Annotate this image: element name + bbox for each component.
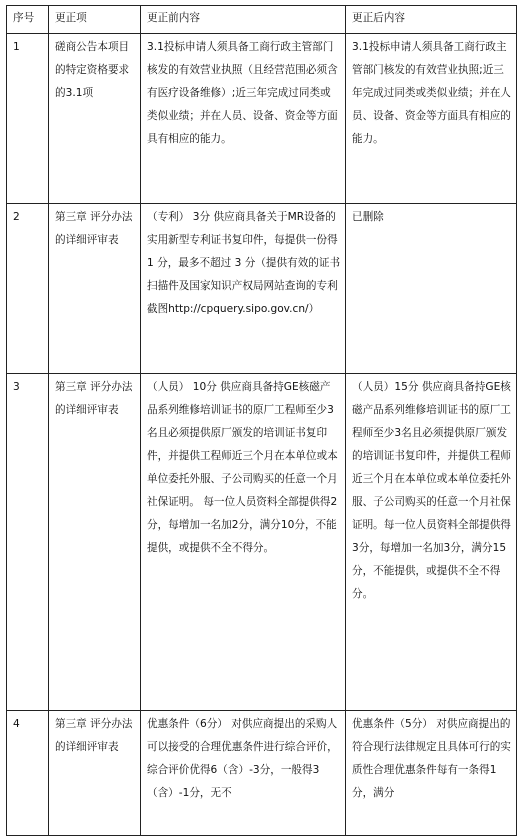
row-item: 第三章 评分办法的详细评审表 [49, 374, 141, 711]
row-index: 1 [7, 34, 49, 204]
table-row [7, 204, 517, 374]
row-item: 第三章 评分办法的详细评审表 [49, 204, 141, 374]
row-before-content: （专利） 3分 供应商具备关于MR设备的实用新型专利证书复印件，每提供一份得 1 分，最多不超过 3 分（提供有效的证书扫描件及国家知识产权局网站查询的专利截图http://cpquery.sipo.gov.cn/） [141, 204, 346, 374]
header-before: 更正前内容 [141, 6, 346, 34]
header-after: 更正后内容 [346, 6, 517, 34]
correction-table [6, 5, 517, 836]
row-item: 磋商公告本项目的特定资格要求的3.1项 [49, 34, 141, 204]
row-after-content: 已删除 [346, 204, 517, 374]
table-row [7, 34, 517, 204]
row-before-content: 优惠条件（6分） 对供应商提出的采购人可以接受的合理优惠条件进行综合评价，综合评价优得6（含）-3分，一般得3（含）-1分，无不 [141, 711, 346, 836]
row-before-content: （人员） 10分 供应商具备持GE核磁产品系列维修培训证书的原厂工程师至少3名且必须提供原厂颁发的培训证书复印件，并提供工程师近三个月在本单位或本单位委托外服、子公司购买的任意一个月社保证明。 每一位人员资料全部提供得2分，每增加一名加2分，满分10分，不能提供，或提供不全不得分。 [141, 374, 346, 711]
row-index: 2 [7, 204, 49, 374]
table-row [7, 374, 517, 711]
table-header-row [7, 6, 517, 34]
header-index: 序号 [7, 6, 49, 34]
table-row [7, 711, 517, 836]
row-before-content: 3.1投标申请人须具备工商行政主管部门核发的有效营业执照（且经营范围必须含有医疗设备维修）;近三年完成过同类或类似业绩；并在人员、设备、资金等方面具有相应的能力。 [141, 34, 346, 204]
row-after-content: （人员）15分 供应商具备持GE核磁产品系列维修培训证书的原厂工程师至少3名且必须提供原厂颁发的培训证书复印件，并提供工程师近三个月在本单位或本单位委托外服、子公司购买的任意一个月社保证明。每一位人员资料全部提供得3分，每增加一名加3分，满分15分，不能提供，或提供不全不得分。 [346, 374, 517, 711]
header-item: 更正项 [49, 6, 141, 34]
row-after-content: 优惠条件（5分） 对供应商提出的符合现行法律规定且具体可行的实质性合理优惠条件每有一条得1分，满分 [346, 711, 517, 836]
row-index: 3 [7, 374, 49, 711]
row-after-content: 3.1投标申请人须具备工商行政主管部门核发的有效营业执照;近三年完成过同类或类似业绩；并在人员、设备、资金等方面具有相应的能力。 [346, 34, 517, 204]
row-item: 第三章 评分办法的详细评审表 [49, 711, 141, 836]
row-index: 4 [7, 711, 49, 836]
